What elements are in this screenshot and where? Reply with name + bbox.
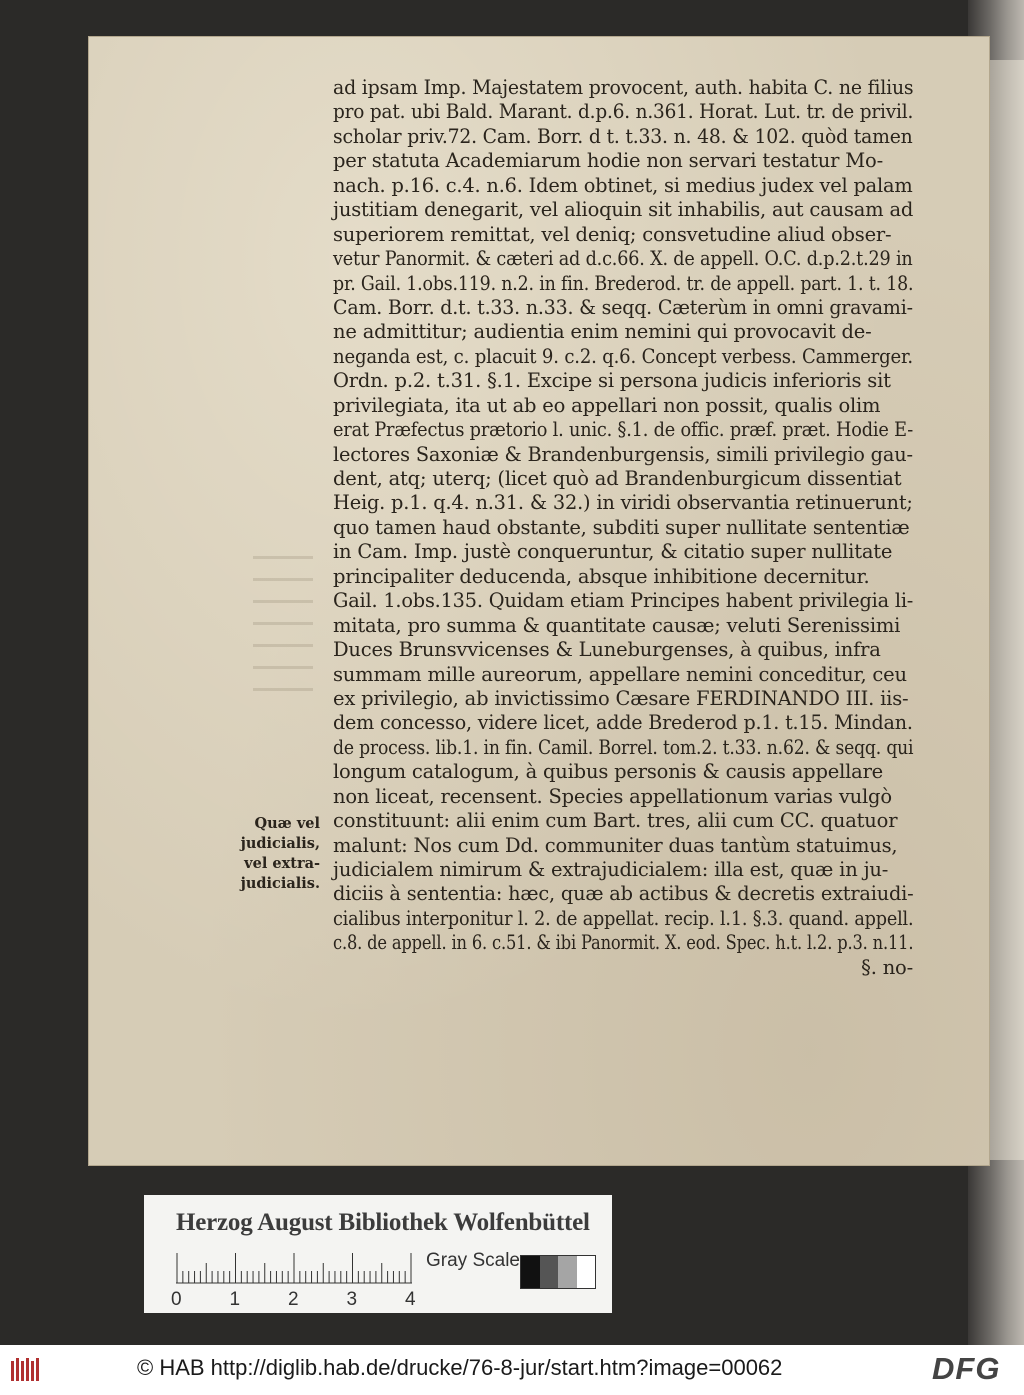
copyright-url[interactable]: © HAB http://diglib.hab.de/drucke/76-8-jur/start.htm?image=00062 <box>137 1355 783 1380</box>
text-line: vetur Panormit. & cæteri ad d.c.66. X. de appell. O.C. d.p.2.t.29 in <box>333 247 913 271</box>
text-line: Ordn. p.2. t.31. §.1. Excipe si persona judicis inferioris sit <box>333 369 891 393</box>
text-line: Gail. 1.obs.135. Quidam etiam Principes habent privilegia li- <box>333 589 914 613</box>
ruler-label: 0 <box>171 1289 182 1310</box>
text-line: c.8. de appell. in 6. c.51. & ibi Panormit. X. eod. Spec. h.t. l.2. p.3. n.11. <box>333 931 914 955</box>
library-name: Herzog August Bibliothek Wolfenbüttel <box>176 1209 590 1236</box>
gray-swatch <box>558 1256 577 1288</box>
text-line: privilegiata, ita ut ab eo appellari non possit, qualis olim <box>333 393 881 417</box>
text-line: scholar priv.72. Cam. Borr. d t. t.33. n. 48. & 102. quòd tamen <box>333 124 913 148</box>
color-scale-card <box>144 1195 612 1313</box>
gray-swatches <box>520 1255 596 1289</box>
text-line: principaliter deducenda, absque inhibitione decernitur. <box>333 564 870 588</box>
book-page <box>88 36 990 1166</box>
text-line: ex privilegio, ab invictissimo Cæsare FERDINANDO III. iis- <box>333 686 909 710</box>
ruler-label: 1 <box>229 1289 241 1310</box>
margin-note-line: vel extra- <box>244 855 320 872</box>
text-line: ne admittitur; audientia enim nemini qui provocavit de- <box>333 320 872 344</box>
text-line: constituunt: alii enim cum Bart. tres, alii cum CC. quatuor <box>333 809 898 833</box>
body-text <box>333 76 913 980</box>
text-line: in Cam. Imp. justè conqueruntur, & citatio super nullitate <box>333 540 893 564</box>
text-line: judicialem nimirum & extrajudicialem: illa est, quæ in ju- <box>333 858 889 881</box>
text-line: longum catalogum, à quibus personis & causis appellare <box>333 760 884 784</box>
text-line: nach. p.16. c.4. n.6. Idem obtinet, si medius judex vel palam <box>333 173 913 197</box>
ruler <box>176 1252 412 1284</box>
text-line: ad ipsam Imp. Majestatem provocent, auth. habita C. ne filius <box>333 76 914 99</box>
text-line: de process. lib.1. in fin. Camil. Borrel. tom.2. t.33. n.62. & seqq. qui <box>333 735 914 759</box>
ruler-label: 4 <box>405 1289 416 1310</box>
ruler-label: 2 <box>288 1289 299 1310</box>
margin-note <box>240 814 320 894</box>
text-line: superiorem remittat, vel deniq; consvetudine aliud obser- <box>333 222 892 246</box>
gray-scale-label: Gray Scale <box>426 1250 520 1271</box>
text-line: pr. Gail. 1.obs.119. n.2. in fin. Brederod. tr. de appell. part. 1. t. 18. <box>333 271 914 295</box>
text-line: diciis à sententia: hæc, quæ ab actibus & decretis extraiudi- <box>333 882 914 906</box>
margin-note-line: judicialis. <box>240 875 320 892</box>
text-line: erat Præfectus prætorio l. unic. §.1. de offic. præf. præt. Hodie E- <box>333 418 913 442</box>
text-line: lectores Saxoniæ & Brandenburgensis, simili privilegio gau- <box>333 442 913 466</box>
ruler-label: 3 <box>346 1289 358 1310</box>
text-line: Cam. Borr. d.t. t.33. n.33. & seqq. Cæterùm in omni gravami- <box>333 295 913 319</box>
margin-note-line: Quæ vel <box>254 815 320 832</box>
page-edge <box>984 60 1024 1160</box>
text-line: Heig. p.1. q.4. n.31. & 32.) in viridi observantia retinuerunt; <box>333 491 913 515</box>
gray-swatch <box>521 1256 540 1288</box>
text-line: pro pat. ubi Bald. Marant. d.p.6. n.361. Horat. Lut. tr. de privil. <box>333 100 914 124</box>
gray-swatch <box>540 1256 559 1288</box>
show-through <box>253 556 313 696</box>
text-line: mitata, pro summa & quantitate causæ; veluti Serenissimi <box>333 613 901 637</box>
text-line: dem concesso, videre licet, adde Brederod p.1. t.15. Mindan. <box>333 711 913 735</box>
text-line: justitiam denegarit, vel alioquin sit inhabilis, aut causam ad <box>333 198 914 222</box>
text-line: malunt: Nos cum Dd. communiter duas tantùm statuimus, <box>333 833 898 857</box>
dfg-logo: DFG <box>932 1351 1001 1386</box>
catchword: §. no- <box>861 955 913 979</box>
text-line: dent, atq; uterq; (licet quò ad Brandenburgicum dissentiat <box>333 467 902 490</box>
text-line: Duces Brunsvvicenses & Luneburgenses, à quibus, infra <box>333 638 881 662</box>
footer-bar <box>0 1345 1024 1395</box>
text-line: quo tamen haud obstante, subditi super nullitate sententiæ <box>333 515 910 539</box>
text-line: non liceat, recensent. Species appellationum varias vulgò <box>333 784 892 808</box>
text-line: per statuta Academiarum hodie non servari testatur Mo- <box>333 149 883 173</box>
text-line: summam mille aureorum, appellare nemini conceditur, ceu <box>333 662 907 686</box>
hab-logo-icon <box>10 1355 44 1385</box>
text-line: cialibus interponitur l. 2. de appellat. recip. l.1. §.3. quand. appell. <box>333 906 914 930</box>
text-line: neganda est, c. placuit 9. c.2. q.6. Concept verbess. Cammerger. <box>333 344 913 368</box>
gray-swatch <box>577 1256 596 1288</box>
margin-note-line: judicialis, <box>240 835 320 852</box>
